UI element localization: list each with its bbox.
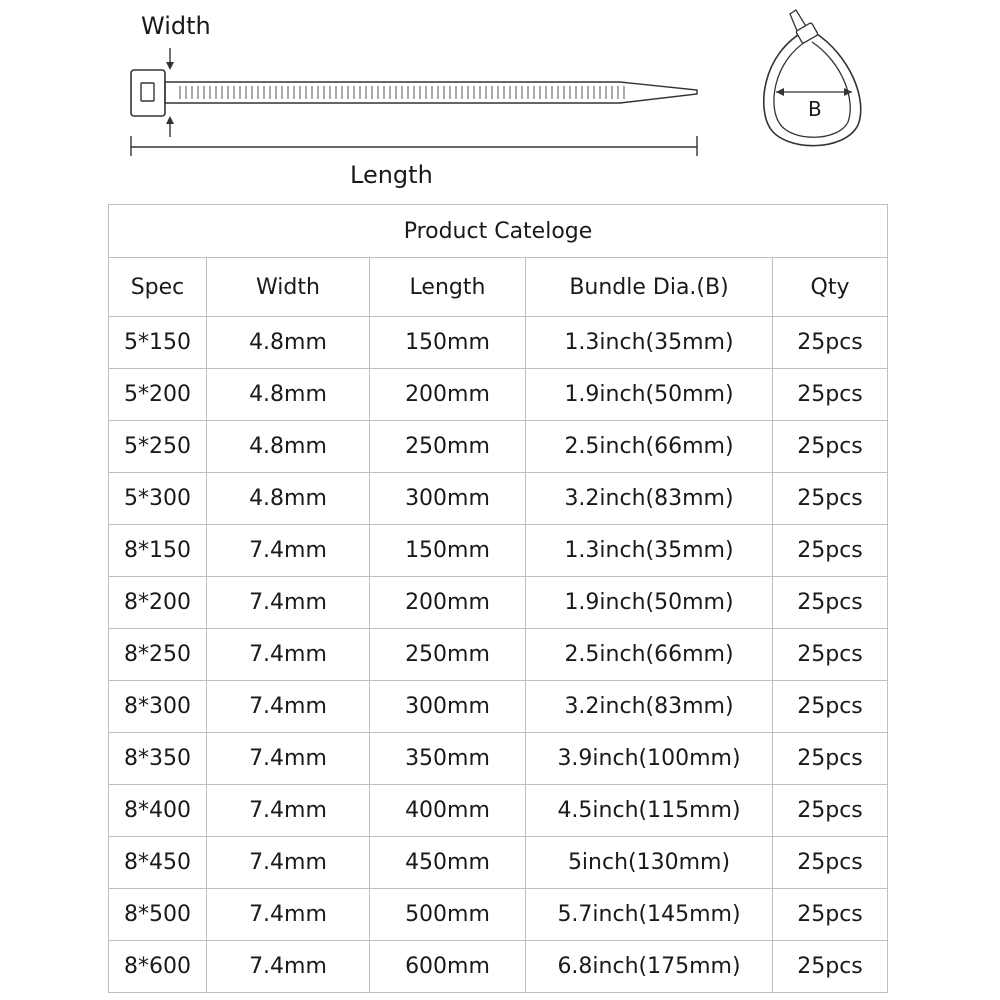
cell-width: 7.4mm <box>207 889 370 941</box>
cell-width: 7.4mm <box>207 941 370 993</box>
cell-length: 500mm <box>370 889 526 941</box>
cell-spec: 8*500 <box>109 889 207 941</box>
header-width: Width <box>207 258 370 317</box>
table-row <box>109 681 888 733</box>
cell-width: 7.4mm <box>207 629 370 681</box>
cell-length: 300mm <box>370 473 526 525</box>
cell-qty: 25pcs <box>773 421 888 473</box>
cell-qty: 25pcs <box>773 369 888 421</box>
cell-width: 7.4mm <box>207 681 370 733</box>
cell-qty: 25pcs <box>773 785 888 837</box>
product-catalog-table <box>108 204 888 993</box>
bundle-label: B <box>808 97 822 121</box>
table-row <box>109 577 888 629</box>
cell-spec: 8*300 <box>109 681 207 733</box>
header-bundle-dia: Bundle Dia.(B) <box>526 258 773 317</box>
cell-qty: 25pcs <box>773 525 888 577</box>
table-row <box>109 369 888 421</box>
tie-head <box>131 70 165 116</box>
cell-length: 350mm <box>370 733 526 785</box>
width-label: Width <box>141 12 211 40</box>
cell-width: 4.8mm <box>207 473 370 525</box>
cell-bundle-dia: 1.9inch(50mm) <box>526 577 773 629</box>
bundle-arrowhead-right <box>844 88 852 96</box>
cell-spec: 5*300 <box>109 473 207 525</box>
header-length: Length <box>370 258 526 317</box>
table-row <box>109 473 888 525</box>
cell-spec: 5*250 <box>109 421 207 473</box>
cell-width: 7.4mm <box>207 577 370 629</box>
cell-length: 300mm <box>370 681 526 733</box>
cell-width: 4.8mm <box>207 317 370 369</box>
cell-bundle-dia: 1.9inch(50mm) <box>526 369 773 421</box>
tie-teeth <box>180 86 624 99</box>
cell-spec: 8*250 <box>109 629 207 681</box>
cell-bundle-dia: 6.8inch(175mm) <box>526 941 773 993</box>
cell-qty: 25pcs <box>773 577 888 629</box>
cell-spec: 8*150 <box>109 525 207 577</box>
cell-bundle-dia: 3.2inch(83mm) <box>526 473 773 525</box>
cell-qty: 25pcs <box>773 941 888 993</box>
cell-spec: 8*350 <box>109 733 207 785</box>
cell-spec: 8*200 <box>109 577 207 629</box>
cell-length: 150mm <box>370 525 526 577</box>
cell-width: 7.4mm <box>207 785 370 837</box>
cell-bundle-dia: 5inch(130mm) <box>526 837 773 889</box>
table-row <box>109 941 888 993</box>
table-header-row <box>109 258 888 317</box>
table-row <box>109 837 888 889</box>
cell-qty: 25pcs <box>773 681 888 733</box>
table-row <box>109 629 888 681</box>
width-arrowhead-top <box>166 62 174 70</box>
cell-length: 200mm <box>370 369 526 421</box>
tie-head-slot <box>141 83 154 101</box>
table-body <box>109 317 888 993</box>
cell-width: 7.4mm <box>207 837 370 889</box>
cell-qty: 25pcs <box>773 733 888 785</box>
cell-spec: 8*450 <box>109 837 207 889</box>
cell-length: 250mm <box>370 421 526 473</box>
cell-bundle-dia: 2.5inch(66mm) <box>526 629 773 681</box>
cell-width: 4.8mm <box>207 369 370 421</box>
cell-bundle-dia: 2.5inch(66mm) <box>526 421 773 473</box>
cell-width: 7.4mm <box>207 733 370 785</box>
cell-bundle-dia: 1.3inch(35mm) <box>526 525 773 577</box>
cell-bundle-dia: 5.7inch(145mm) <box>526 889 773 941</box>
cell-length: 600mm <box>370 941 526 993</box>
bundle-arrowhead-left <box>776 88 784 96</box>
cell-bundle-dia: 3.2inch(83mm) <box>526 681 773 733</box>
cell-length: 250mm <box>370 629 526 681</box>
table-row <box>109 525 888 577</box>
table-row <box>109 317 888 369</box>
table-row <box>109 421 888 473</box>
cell-length: 200mm <box>370 577 526 629</box>
table-row <box>109 889 888 941</box>
cell-qty: 25pcs <box>773 473 888 525</box>
cell-bundle-dia: 3.9inch(100mm) <box>526 733 773 785</box>
cell-bundle-dia: 4.5inch(115mm) <box>526 785 773 837</box>
bundle-lock <box>796 22 819 43</box>
cell-bundle-dia: 1.3inch(35mm) <box>526 317 773 369</box>
cell-qty: 25pcs <box>773 837 888 889</box>
cell-spec: 8*400 <box>109 785 207 837</box>
cell-length: 150mm <box>370 317 526 369</box>
header-qty: Qty <box>773 258 888 317</box>
cell-qty: 25pcs <box>773 317 888 369</box>
cell-qty: 25pcs <box>773 629 888 681</box>
cell-length: 400mm <box>370 785 526 837</box>
tie-strap <box>165 82 697 103</box>
length-label: Length <box>350 161 433 189</box>
cell-spec: 5*150 <box>109 317 207 369</box>
header-spec: Spec <box>109 258 207 317</box>
width-arrowhead-bottom <box>166 116 174 124</box>
table-title-row <box>109 205 888 258</box>
cell-qty: 25pcs <box>773 889 888 941</box>
cell-spec: 8*600 <box>109 941 207 993</box>
cell-spec: 5*200 <box>109 369 207 421</box>
table-row <box>109 785 888 837</box>
table-row <box>109 733 888 785</box>
table-title: Product Cateloge <box>109 205 888 258</box>
cable-tie-diagram <box>0 0 1000 205</box>
cell-width: 4.8mm <box>207 421 370 473</box>
cell-length: 450mm <box>370 837 526 889</box>
cell-width: 7.4mm <box>207 525 370 577</box>
